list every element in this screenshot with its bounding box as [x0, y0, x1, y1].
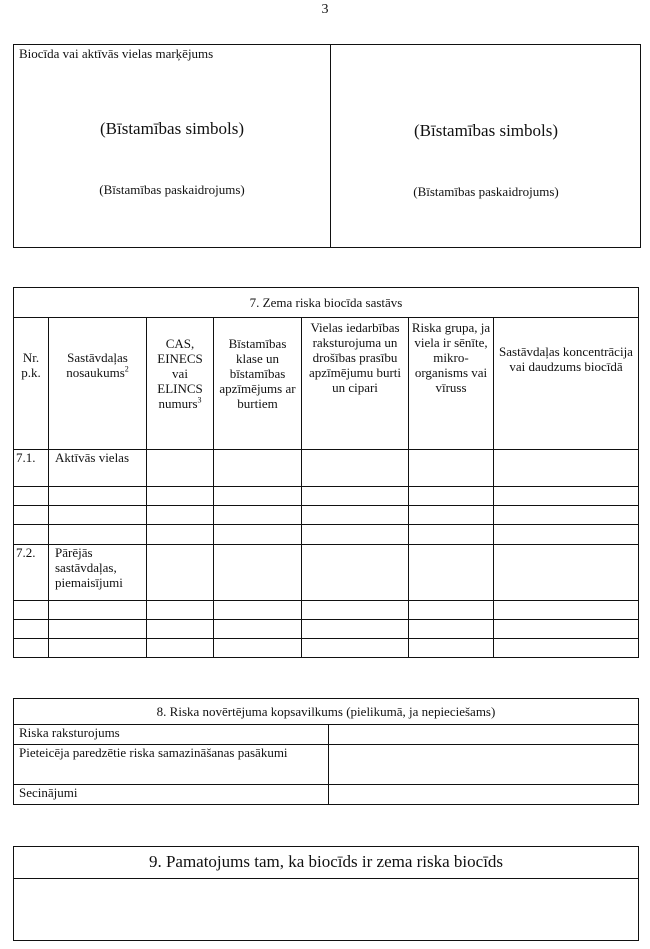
labeling-divider	[330, 44, 331, 248]
header-name: Sastāvdaļas nosaukums$^2$	[49, 318, 147, 450]
labeling-box	[13, 44, 641, 248]
section8-row-measures: Pieteicēja paredzētie riska samazināšanas pasākumi	[14, 745, 329, 785]
section9-title: 9. Pamatojums tam, ka biocīds ir zema riska biocīds	[148, 852, 504, 871]
section7-table	[13, 287, 639, 658]
header-nr: Nr. p.k.	[14, 318, 49, 450]
header-risk-group: Riska grupa, ja viela ir sēnīte, mikro-organisms vai vīruss	[409, 318, 494, 450]
header-risk-phrases: Vielas iedarbības raksturojuma un drošības prasību apzīmējumu burti un cipari	[302, 318, 409, 450]
section8-row-conclusions: Secinājumi	[14, 785, 329, 805]
left-hazard-symbol: (Bīstamības simbols)	[99, 119, 245, 138]
row-7-2-nr: 7.2.	[14, 545, 49, 601]
section8-row-risk: Riska raksturojums	[14, 725, 329, 745]
row-7-1-nr: 7.1.	[14, 450, 49, 487]
row-7-1-label: Aktīvās vielas	[49, 450, 147, 487]
left-hazard-explanation: (Bīstamības paskaidrojums)	[99, 182, 245, 197]
labeling-title: Biocīda vai aktīvās vielas marķējums	[19, 46, 214, 61]
section9-divider	[13, 878, 639, 879]
header-hazard-class: Bīstamības klase un bīstamības apzīmējums ar burtiem	[214, 318, 302, 450]
right-hazard-symbol: (Bīstamības simbols)	[413, 121, 559, 140]
page-number: 3	[321, 2, 329, 17]
section7-title: 7. Zema riska biocīda sastāvs	[14, 288, 639, 318]
header-cas: CAS, EINECS vai ELINCS numurs$^3$	[147, 318, 214, 450]
right-hazard-explanation: (Bīstamības paskaidrojums)	[413, 184, 559, 199]
section8-title: 8. Riska novērtējuma kopsavilkums (pielikumā, ja nepieciešams)	[14, 699, 639, 725]
header-concentration: Sastāvdaļas koncentrācija vai daudzums biocīdā	[494, 318, 639, 450]
section8-table	[13, 698, 639, 805]
row-7-2-label: Pārējās sastāvdaļas, piemaisījumi	[49, 545, 147, 601]
